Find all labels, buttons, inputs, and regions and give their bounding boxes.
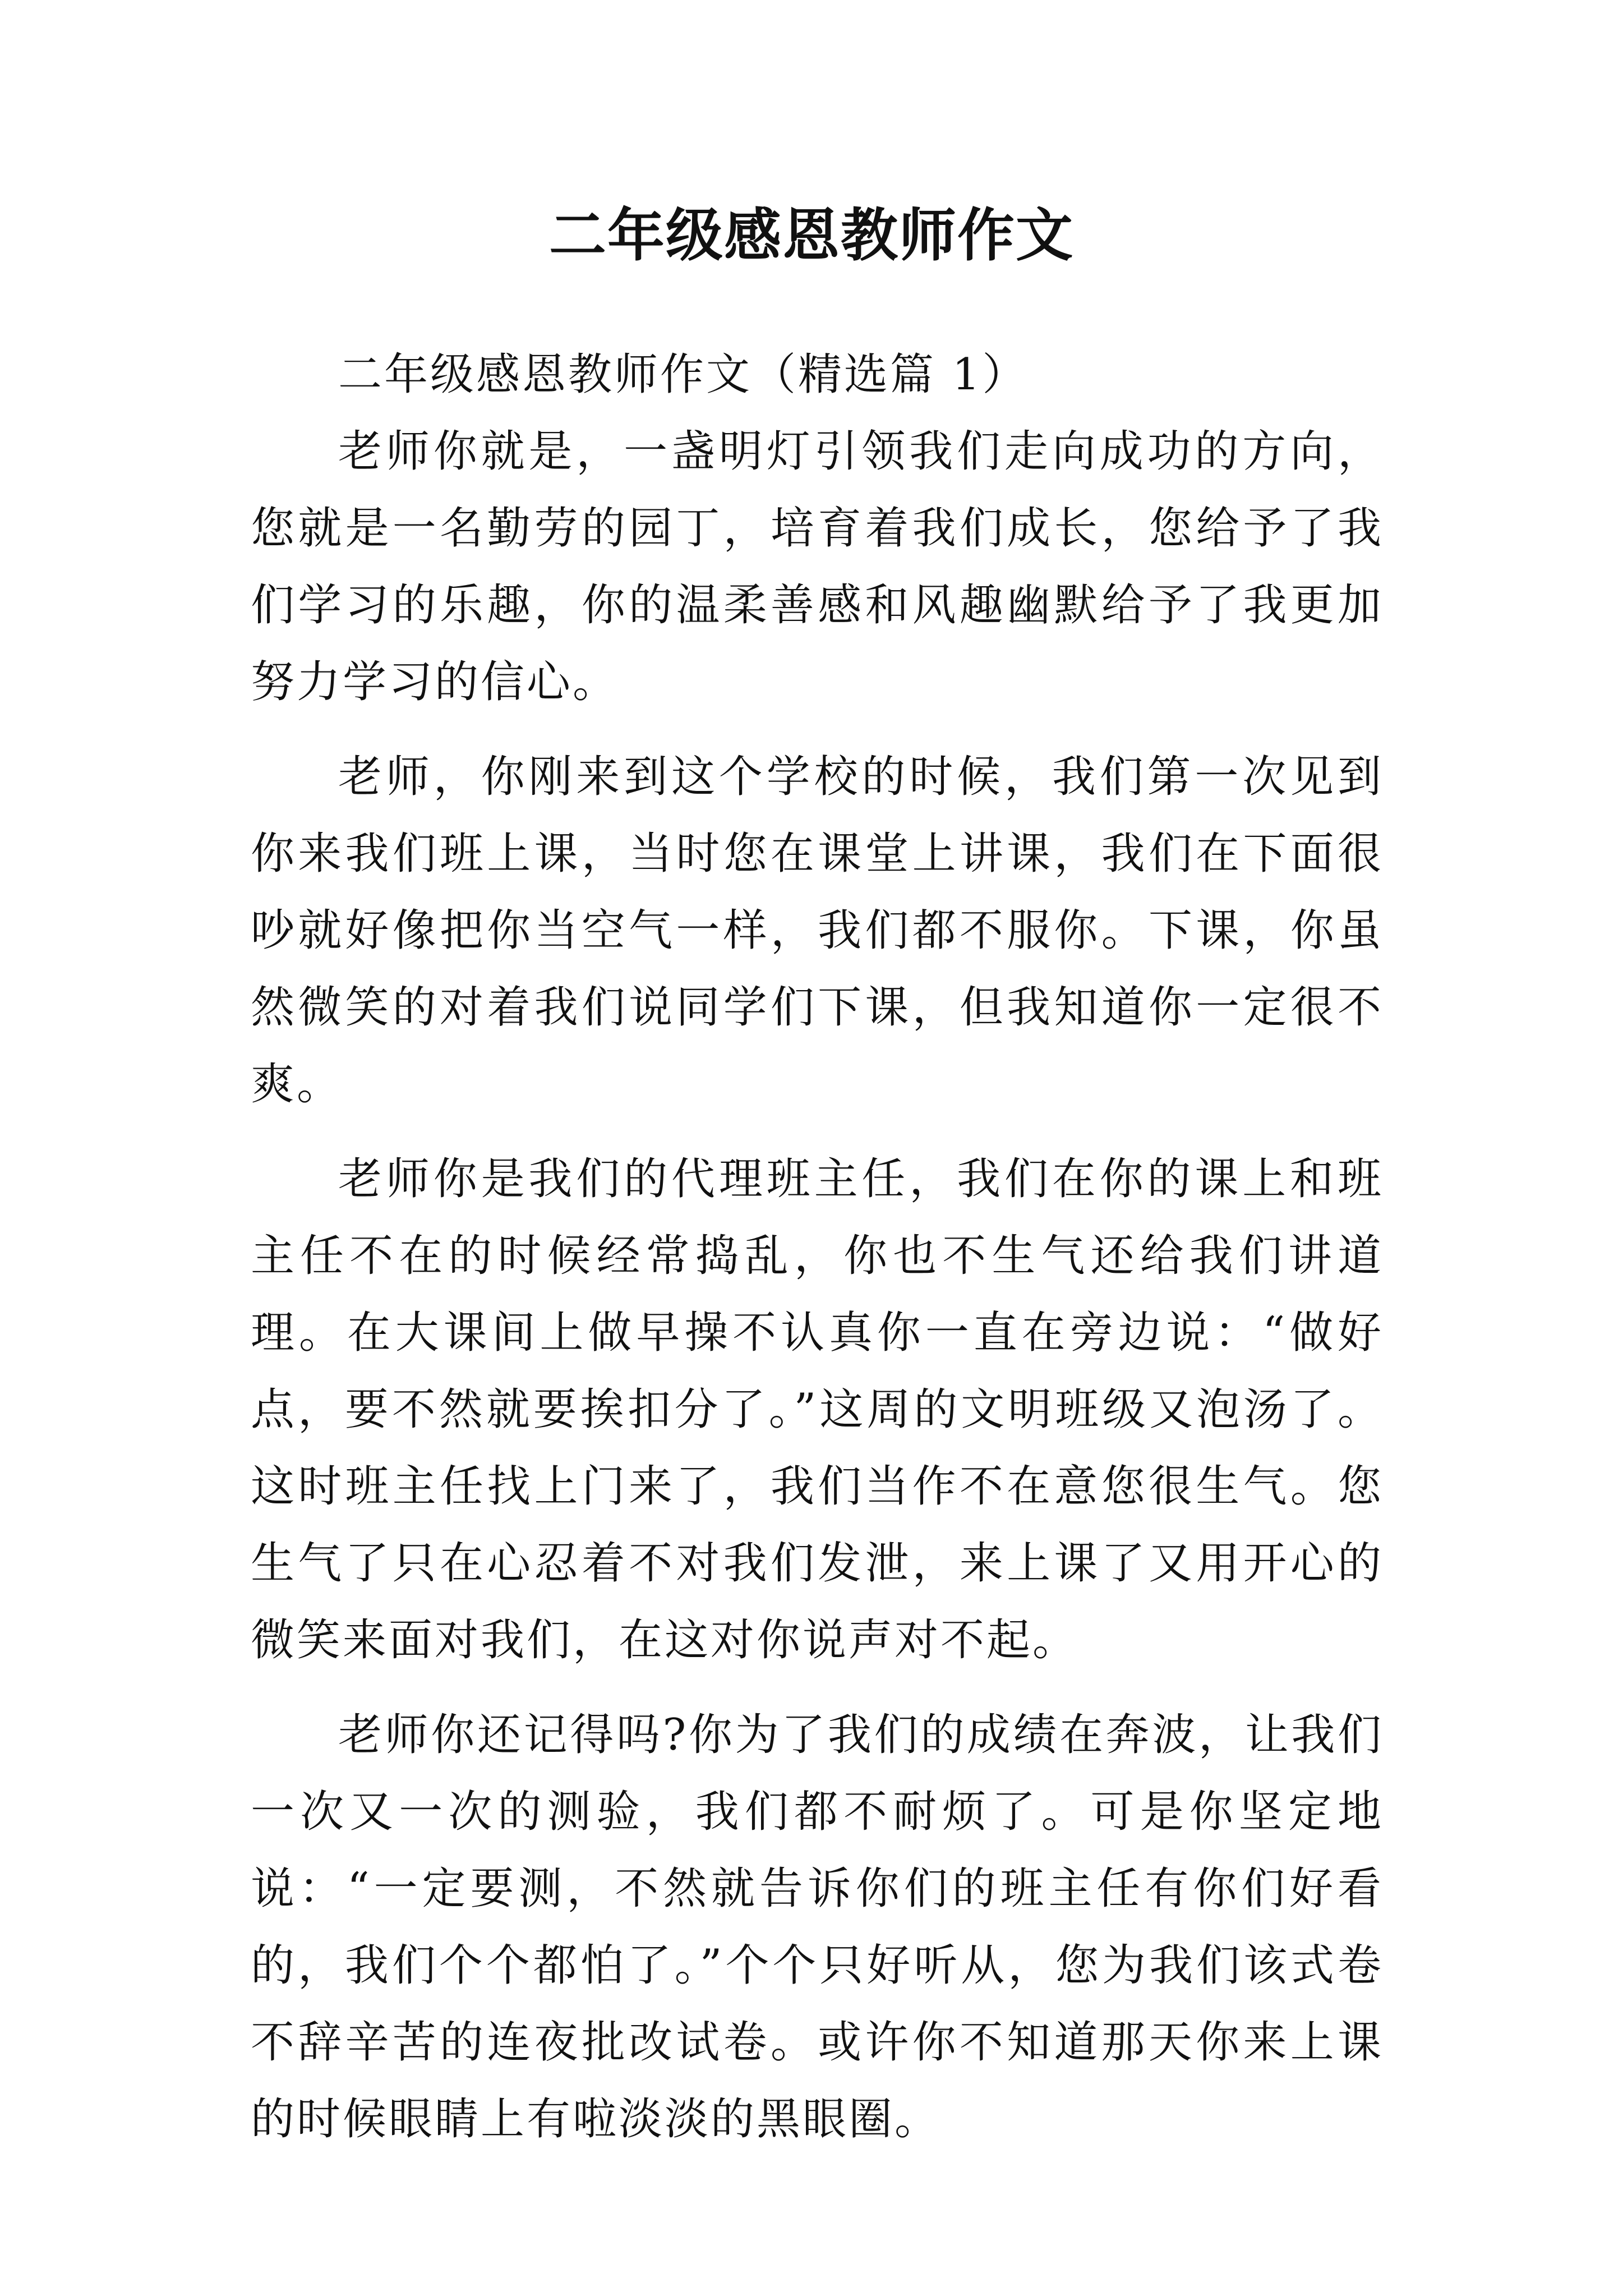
document-title: 二年级感恩教师作文 bbox=[549, 202, 1074, 269]
paragraph-2: 老师，你刚来到这个学校的时候，我们第一次见到你来我们班上课，当时您在课堂上讲课，我们在下面很吵就好像把你当空气一样，我们都不服你。下课，你虽然微笑的对着我们说同学们下课，但我知道你一定很不爽。 bbox=[251, 752, 1384, 1110]
section-subtitle: 二年级感恩教师作文（精选篇 1） bbox=[338, 349, 1029, 400]
paragraph-3: 老师你是我们的代理班主任，我们在你的课上和班主任不在的时候经常捣乱，你也不生气还给我们讲道理。在大课间上做早操不认真你一直在旁边说：“做好点，要不然就要挨扣分了。”这周的文明班级又泡汤了。这时班主任找上门来了，我们当作不在意您很生气。您生气了只在心忍着不对我们发泄，来上课了又用开心的微笑来面对我们，在这对你说声对不起。 bbox=[251, 1154, 1384, 1665]
document-body bbox=[251, 337, 1384, 2158]
paragraph-4: 老师你还记得吗?你为了我们的成绩在奔波，让我们一次又一次的测验，我们都不耐烦了。可是你坚定地说：“一定要测，不然就告诉你们的班主任有你们好看的，我们个个都怕了。”个个只好听从，您为我们该式卷不辞辛苦的连夜批改试卷。或许你不知道那天你来上课的时候眼睛上有啦淡淡的黑眼圈。 bbox=[251, 1710, 1384, 2145]
paragraph-1: 老师你就是，一盏明灯引领我们走向成功的方向，您就是一名勤劳的园丁，培育着我们成长，您给予了我们学习的乐趣，你的温柔善感和风趣幽默给予了我更加努力学习的信心。 bbox=[251, 426, 1384, 707]
